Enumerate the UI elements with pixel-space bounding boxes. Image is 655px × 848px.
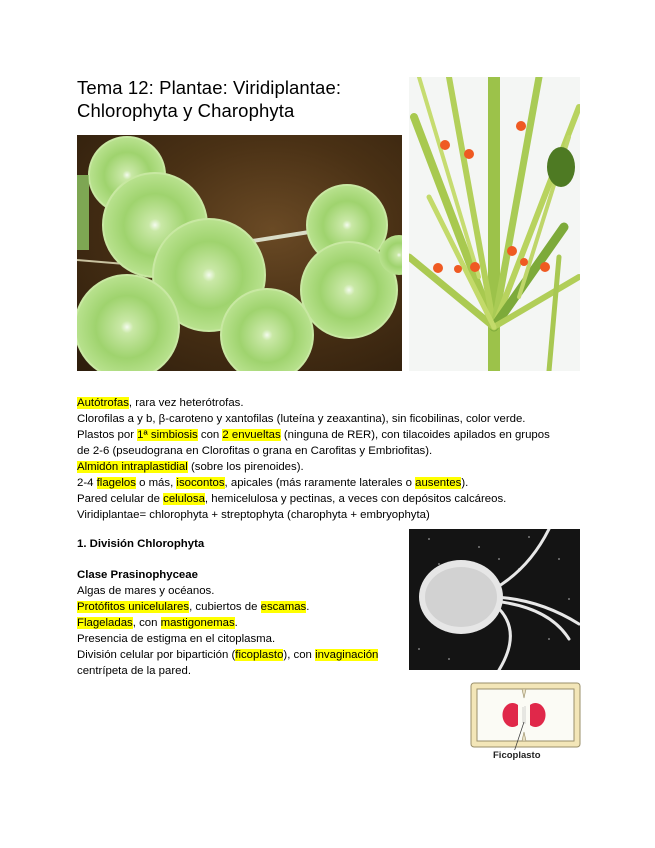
text: , hemicelulosa y pectinas, a veces con depósitos calcáreos. bbox=[204, 493, 507, 505]
section-heading-chlorophyta: 1. División Chlorophyta bbox=[77, 538, 205, 550]
scaly-flagellate-illustration bbox=[409, 529, 580, 670]
highlight-celulosa: celulosa bbox=[163, 493, 205, 505]
text: ), con bbox=[283, 649, 316, 661]
chara-photo bbox=[409, 77, 580, 371]
prasino-line-3 bbox=[77, 615, 407, 631]
intro-line-3 bbox=[77, 427, 577, 443]
highlight-flageladas: Flageladas bbox=[77, 617, 133, 629]
text: 2-4 bbox=[77, 477, 97, 489]
text: , rara vez heterótrofas. bbox=[128, 397, 244, 409]
text: , cubiertos de bbox=[189, 601, 261, 613]
prasinophyceae-section bbox=[77, 567, 407, 679]
text: o más, bbox=[135, 477, 177, 489]
highlight-escamas: escamas bbox=[260, 601, 307, 613]
highlight-ficoplasto: ficoplasto bbox=[235, 649, 284, 661]
highlight-autotrofas: Autótrofas bbox=[77, 397, 129, 409]
class-heading: Clase Prasinophyceae bbox=[77, 569, 198, 581]
text: , apicales (más raramente laterales o bbox=[224, 477, 416, 489]
text: con bbox=[197, 429, 223, 441]
title-line-2: Chlorophyta y Charophyta bbox=[77, 100, 295, 121]
intro-line-4: de 2-6 (pseudograna en Clorofitas o grana en Carofitas y Embriofitas). bbox=[77, 445, 433, 457]
prasinophyte-sem-photo bbox=[409, 529, 580, 670]
acetabularia-photo bbox=[77, 135, 402, 371]
highlight-invaginacion: invaginación bbox=[315, 649, 379, 661]
highlight-flagelos: flagelos bbox=[96, 477, 136, 489]
text: (sobre los pirenoides). bbox=[187, 461, 304, 473]
intro-line-1 bbox=[77, 395, 577, 411]
text: (ninguna de RER), con tilacoides apilados en grupos bbox=[280, 429, 550, 441]
title-line-1: Tema 12: Plantae: Viridiplantae: bbox=[77, 77, 342, 98]
highlight-envueltas: 2 envueltas bbox=[222, 429, 281, 441]
text: Plastos por bbox=[77, 429, 138, 441]
text: Pared celular de bbox=[77, 493, 164, 505]
prasino-line-6: centrípeta de la pared. bbox=[77, 665, 191, 677]
prasino-line-4: Presencia de estigma en el citoplasma. bbox=[77, 633, 276, 645]
prasino-line-5 bbox=[77, 647, 407, 663]
highlight-mastigonemas: mastigonemas bbox=[160, 617, 235, 629]
highlight-simbiosis: 1ª simbiosis bbox=[137, 429, 198, 441]
prasino-line-1: Algas de mares y océanos. bbox=[77, 585, 215, 597]
green-disc-algae-illustration bbox=[77, 135, 402, 371]
page-title bbox=[77, 76, 397, 122]
ficoplasto-caption: Ficoplasto bbox=[493, 750, 541, 761]
intro-line-6 bbox=[77, 475, 577, 491]
highlight-almidon: Almidón intraplastidial bbox=[77, 461, 188, 473]
highlight-ausentes: ausentes bbox=[415, 477, 462, 489]
chara-branches-illustration bbox=[409, 77, 580, 371]
intro-line-5 bbox=[77, 459, 577, 475]
text: ). bbox=[461, 477, 469, 489]
intro-line-7 bbox=[77, 491, 577, 507]
text: División celular por bipartición ( bbox=[77, 649, 236, 661]
highlight-protofitos: Protófitos unicelulares bbox=[77, 601, 190, 613]
intro-line-2: Clorofilas a y b, β-caroteno y xantofilas (luteína y zeaxantina), sin ficobilinas, color verde. bbox=[77, 413, 526, 425]
intro-line-8: Viridiplantae= chlorophyta + streptophyta (charophyta + embryophyta) bbox=[77, 509, 430, 521]
text: . bbox=[306, 601, 310, 613]
intro-paragraph bbox=[77, 395, 577, 523]
highlight-isocontos: isocontos bbox=[176, 477, 225, 489]
text: , con bbox=[132, 617, 161, 629]
prasino-line-2 bbox=[77, 599, 407, 615]
cell-division-diagram bbox=[468, 680, 583, 750]
text: . bbox=[234, 617, 238, 629]
